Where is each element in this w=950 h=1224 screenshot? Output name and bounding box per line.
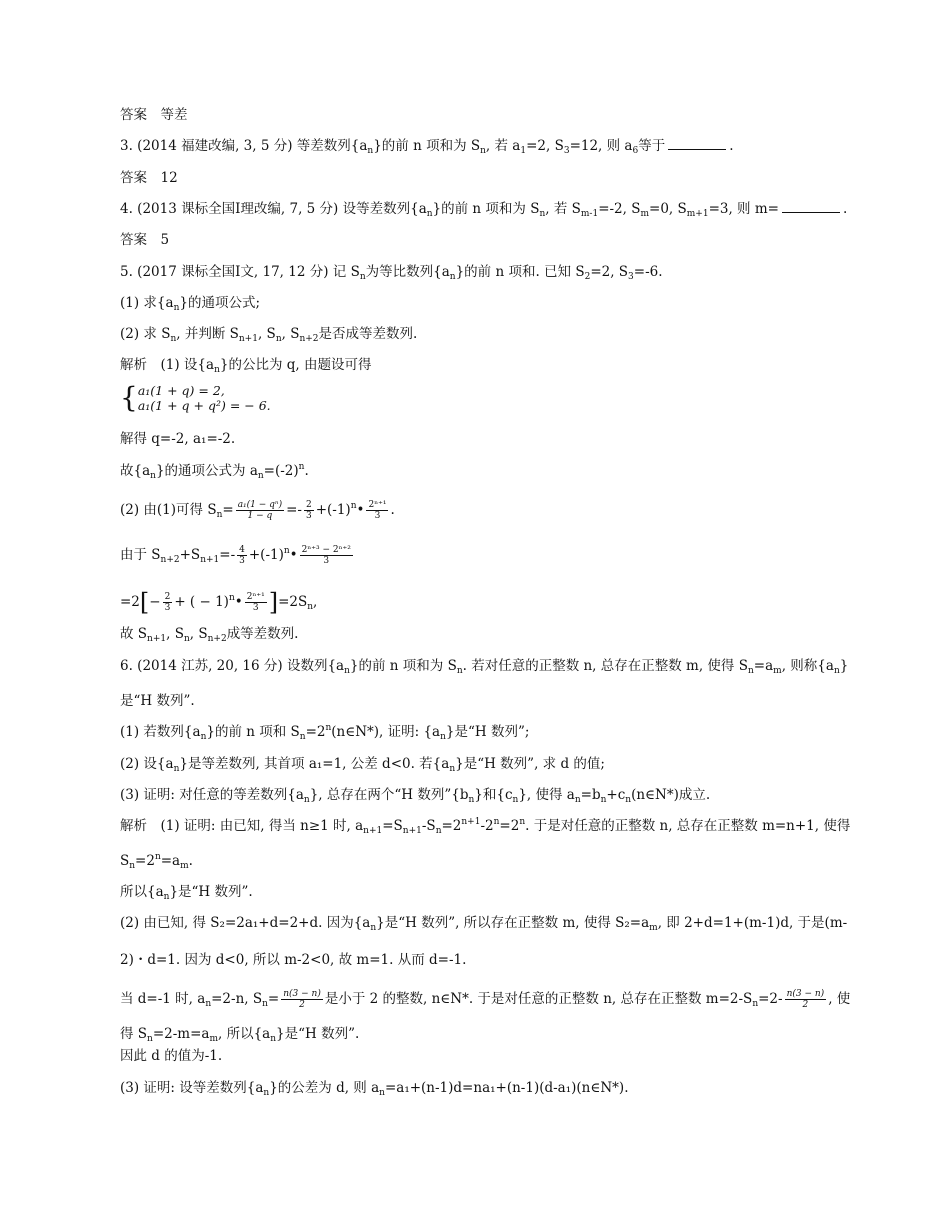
question-5: 5. (2017 课标全国Ⅰ文, 17, 12 分) 记 $S_n$为等比数列$\{a_n\}$的前 n 项和. 已知 $S_2=2$, $S_3=-6$. (120, 264, 663, 282)
answer-blank (782, 201, 840, 213)
question-6-part-2: (2) 设$\{a_n\}$是等差数列, 其首项 a₁=1, 公差 d<0. 若$\{a_n\}$是“H 数列”, 求 d 的值; (120, 756, 605, 774)
question-6: 6. (2014 江苏, 20, 16 分) 设数列$\{a_n\}$的前 n 项和为 $S_n$. 若对任意的正整数 n, 总存在正整数 m, 使得 $S_n=a_m$, 则称$\{a_n\}$ (120, 658, 849, 676)
solution-6-part-1-end: 所以$\{a_n\}$是“H 数列”. (120, 884, 253, 902)
answer-3: 答案 12 (120, 170, 178, 186)
solution-5-intro: 解析 (1) 设$\{a_n\}$的公比为 q, 由题设可得 (120, 357, 372, 375)
solution-6-check: 当 d=-1 时, $a_n=2-n$, $S_n=$ $\frac{n(3 - n)}{2}$ 是小于 2 的整数, n∈N*. 于是对任意的正整数 n, 总存在正整数 $m=2-S_n=2-$ $\frac{n(3 - n)}{2}$ , 使 (120, 989, 851, 1010)
solution-5-general: 故$\{a_n\}$的通项公式为 $a_n=(-2)^n$. (120, 462, 309, 481)
question-4: 4. (2013 课标全国Ⅰ理改编, 7, 5 分) 设等差数列$\{a_n\}$的前 n 项和为 $S_n$, 若 $S_{m-1}=-2$, $S_m=0$, $S_{m+1}=3$, 则 m= . (120, 201, 848, 219)
solution-5-result: 解得 q=-2, a₁=-2. (120, 431, 236, 447)
solution-6-answer: 因此 d 的值为-1. (120, 1048, 223, 1064)
answer-line-2: 答案 等差 (120, 107, 188, 123)
solution-5-sum: 由于 $S_{n+2}+S_{n+1}=-$ $\frac{4}{3}$ $+(-1)^n•$ $\frac{\text{2ⁿ⁺³ − 2ⁿ⁺²}}{3}$ (120, 545, 351, 566)
solution-5-part-2: (2) 由(1)可得 $S_n=$ $\frac{\text{a₁(1 − qⁿ)}}{1 - q}$ =- $\frac{2}{3}$ $+(-1)^n•$ $\frac{\text{2ⁿ⁺¹}}{3}$ . (120, 500, 395, 521)
solution-6-part-3: (3) 证明: 设等差数列$\{a_n\}$的公差为 d, 则 $a_n=a_1+(n-1)d=na_1+(n-1)(d-a_1)(n\in N*)$. (120, 1080, 629, 1098)
answer-4: 答案 5 (120, 232, 170, 248)
question-5-part-2: (2) 求 $S_n$, 并判断 $S_{n+1}$, $S_n$, $S_{n+2}$是否成等差数列. (120, 326, 418, 344)
solution-6-part-2: (2) 由已知, 得 S₂=2a₁+d=2+d. 因为$\{a_n\}$是“H 数列”, 所以存在正整数 m, 使得 $S_2=a_m$, 即 2+d=1+(m-1)d, 于是(m- (120, 915, 848, 933)
solution-6-part-1-cont: $S_n=2^n=a_m$. (120, 852, 193, 871)
question-5-part-1: (1) 求$\{a_n\}$的通项公式; (120, 295, 260, 313)
solution-6-check-cont: 得 $S_n=2-m=a_m$, 所以$\{a_n\}$是“H 数列”. (120, 1026, 360, 1044)
question-6-part-1: (1) 若数列$\{a_n\}$的前 n 项和 $S_n=2^n(n\in N*)$, 证明: $\{a_n\}$是“H 数列”; (120, 723, 530, 742)
question-6-part-3: (3) 证明: 对任意的等差数列$\{a_n\}$, 总存在两个“H 数列$”\{b_n\}$和$\{c_n\}$, 使得 $a_n=b_n+c_n(n\in N*)$成立. (120, 787, 711, 805)
left-brace: { (120, 381, 138, 414)
solution-6-part-1: 解析 (1) 证明: 由已知, 得当 n≥1 时, $a_{n+1}=S_{n+1}-S_n=2^{n+1}-2^n=2^n$. 于是对任意的正整数 n, 总存在正整数 m=n+1, 使得 (120, 817, 851, 836)
answer-blank (668, 138, 726, 150)
solution-5-conclusion: 故 $S_{n+1}$, $S_n$, $S_{n+2}$成等差数列. (120, 626, 299, 644)
question-6-cont: 是“H 数列”. (120, 693, 195, 709)
equation-system: {a₁(1 + q) = 2, a₁(1 + q + q²) = − 6. (120, 381, 271, 414)
question-3: 3. (2014 福建改编, 3, 5 分) 等差数列$\{a_n\}$的前 n 项和为 $S_n$, 若 $a_1=2$, $S_3=12$, 则 $a_6$等于 . (120, 138, 734, 156)
solution-5-bracket: =2[− $\frac{2}{3}$ + ( − 1)$^n$• $\frac{\text{2ⁿ⁺¹}}{3}$ ]$=2S_n$, (120, 588, 318, 617)
solution-6-part-2-cont: 2)・d=1. 因为 d<0, 所以 m-2<0, 故 m=1. 从而 d=-1. (120, 952, 467, 968)
